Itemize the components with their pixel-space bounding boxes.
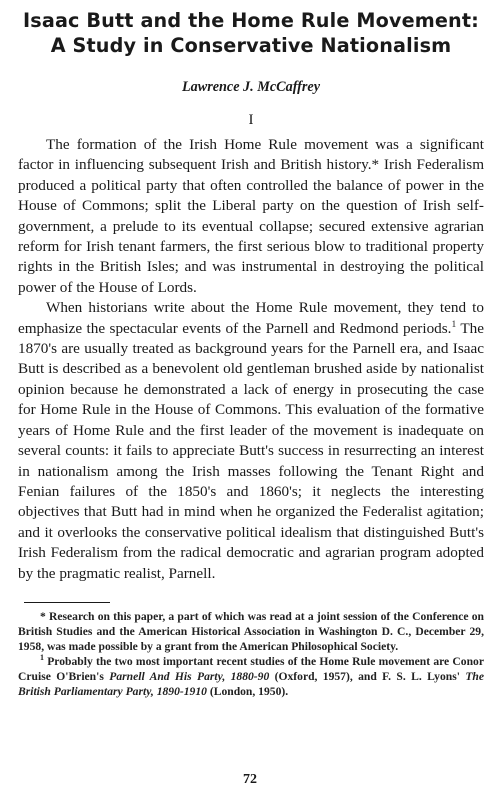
footnotes [18, 609, 484, 699]
footnote-1-book-title-a: Parnell And His Party, 1880-90 [109, 669, 270, 683]
body-paragraph-2 [18, 298, 484, 584]
footnote-1-mark: 1 [40, 653, 44, 663]
page-number: 72 [243, 772, 257, 787]
author-name: Lawrence J. McCaffrey [181, 79, 321, 95]
footnote-ref-1: 1 [451, 319, 457, 330]
article-title [18, 8, 484, 58]
footnote-divider [24, 602, 110, 603]
footnote-asterisk [18, 609, 484, 654]
footnote-asterisk-mark: * [40, 609, 46, 623]
para2-text-start: When historians write about the Home Rule movement, they tend to emphasize the spectacular events of the Parnell and Redmond periods. [18, 299, 484, 337]
footnote-1 [18, 654, 484, 699]
footnote-1-text-b: (Oxford, 1957), and F. S. L. Lyons' [269, 669, 466, 683]
footnote-1-text-a: Probably the two most important recent studies of the Home Rule movement are Conor Cruise O'Brien's [18, 654, 484, 683]
footnote-ref-asterisk: * [371, 156, 380, 174]
title-line-2: A Study in Conservative Nationalism [50, 34, 452, 57]
para1-text-rest: Irish Federalism produced a political party that often controlled the balance of power in the House of Commons; split the Liberal party on the question of Irish self-government, a prelude to its eventual collapse; secured extensive agrarian reform for Irish tenant farmers, the first serious blow to traditional property rights in the British Isles; and was instrumental in destroying the political power of the House of Lords. [18, 156, 485, 296]
footnote-1-book-title-b: The British Parliamentary Party, 1890-1910 [18, 669, 485, 698]
footnote-asterisk-text: Research on this paper, a part of which was read at a joint session of the Conference on British Studies and the American Historical Association in Washington D. C., December 29, 1958, was made possible by a grant from the American Philosophical Society. [18, 609, 484, 653]
section-number: I [248, 112, 254, 128]
body-paragraph-1 [18, 135, 484, 298]
para2-text-rest: The 1870's are usually treated as background years for the Parnell era, and Isaac Butt is described as a benevolent old gentleman brushed aside by nationalist opinion because he demonstrated a lack of energy in prosecuting the case for Home Rule in the House of Commons. This evaluation of the formative years of Home Rule and the first leader of the movement is inadequate on several counts: it fails to appreciate Butt's success in resurrecting an interest in nationalism among the Irish masses following the Tenant Right and Fenian failures of the 1850's and 1860's; it neglects the interesting objectives that Butt had in mind when he organized the Federalist agitation; and it overlooks the conservative political idealism that distinguished Butt's Irish Federalism from the radical democratic and agrarian program adopted by the pragmatic realist, Parnell. [18, 319, 484, 582]
para1-text-start: The formation of the Irish Home Rule movement was a significant factor in influencing subsequent Irish and British history. [18, 136, 484, 174]
footnote-1-text-c: (London, 1950). [206, 684, 289, 698]
title-line-1: Isaac Butt and the Home Rule Movement: [22, 9, 479, 32]
